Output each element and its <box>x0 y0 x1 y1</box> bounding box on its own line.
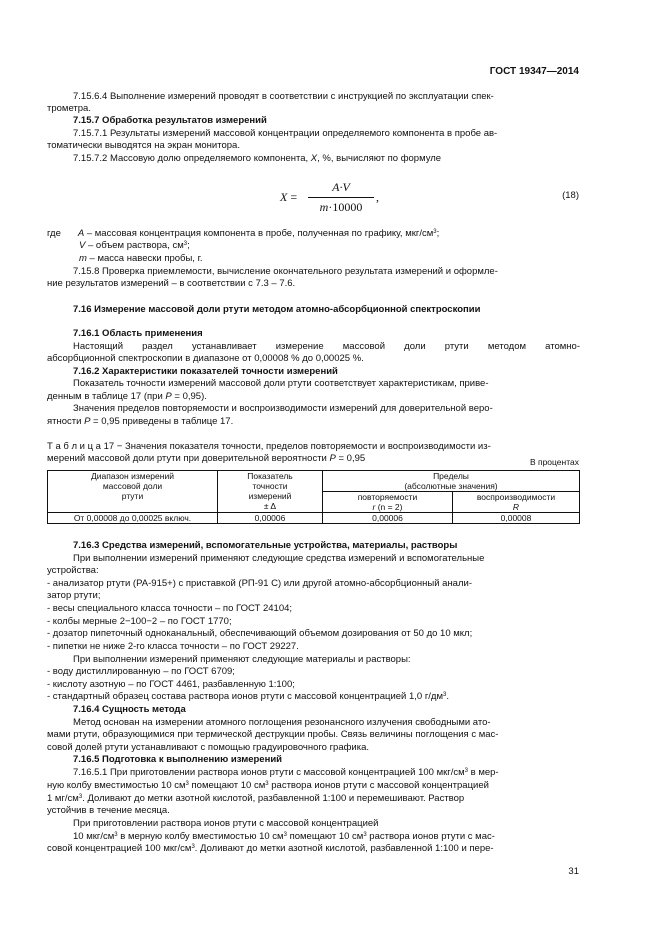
table-row: От 0,00008 до 0,00025 включ. 0,00006 0,00006 0,00008 <box>48 513 580 524</box>
text-line: денным в таблице 17 (при P = 0,95). <box>47 391 207 402</box>
header-repeatability: повторяемости r (n = 2) <box>323 492 453 513</box>
text-line: 1 $мг/см^3$. Доливают до метки азотной кислотой, разбавленной 1:100 и перемешивают. Раствор <box>47 793 465 804</box>
subsection-heading: 7.16.5 Подготовка к выполнению измерений <box>73 754 283 765</box>
formula-lhs: X = <box>280 190 298 204</box>
subsection-heading: 7.16.1 Область применения <box>73 328 203 339</box>
text-line: 10 мкг/$см^3$ в мерную колбу вместимостью 10 $см^3$ помещают 10 $см^3$ раствора ионов ртути с мас- <box>73 831 495 842</box>
table-17 <box>47 470 580 524</box>
text-line: ние результатов измерений – в соответствии с 7.3 – 7.6. <box>47 278 296 289</box>
text-line: ятности P = 0,95 приведены в таблице 17. <box>47 416 234 427</box>
text-line: трометра. <box>47 103 91 114</box>
text-line: затор ртути; <box>47 590 101 601</box>
list-item: - пипетки не ниже 2-го класса точности – по ГОСТ 29227. <box>47 641 299 652</box>
header-reproducibility: воспроизводимости R <box>453 492 580 513</box>
text-line: Показатель точности измерений массовой доли ртути соответствует характеристикам, приве- <box>73 378 489 389</box>
page-number: 31 <box>568 866 579 877</box>
standard-header: ГОСТ 19347—2014 <box>489 66 579 77</box>
formula-fraction: $\frac{A\cdot V}{m\cdot 10000}$ <box>308 180 374 215</box>
where-line: m – масса навески пробы, г. <box>79 253 203 264</box>
list-item: - кислоту азотную – по ГОСТ 4461, разбавленную 1:100; <box>47 679 295 690</box>
subsection-heading: 7.16.4 Сущность метода <box>73 704 186 715</box>
where-line: V – объем раствора, $см^3$; <box>79 240 190 251</box>
subsection-heading: 7.16.2 Характеристики показателей точности измерений <box>73 366 338 377</box>
text-line: 7.15.6.4 Выполнение измерений проводят в соответствии с инструкцией по эксплуатации спек- <box>73 91 494 102</box>
text-line: При выполнении измерений применяют следующие материалы и растворы: <box>73 654 411 665</box>
table-caption: Т а б л и ц а 17 − Значения показателя точности, пределов повторяемости и воспроизводимости из- <box>47 441 491 452</box>
text-line: совой долей ртути устанавливают с помощью градуировочного графика. <box>47 742 370 753</box>
list-item: - весы специального класса точности – по ГОСТ 24104; <box>47 603 293 614</box>
text-line: мами ртути, образующимися при термической деструкции пробы. Связь величины поглощения с мас- <box>47 729 499 740</box>
header-limits: Пределы (абсолютные значения) <box>323 471 580 492</box>
table-unit: В процентах <box>529 457 579 467</box>
text-line: устройства: <box>47 565 99 576</box>
subsection-heading: 7.15.7 Обработка результатов измерений <box>73 115 267 126</box>
text-line: абсорбционной спектроскопии в диапазоне от 0,00008 % до 0,00025 %. <box>47 353 364 364</box>
subsection-heading: 7.16.3 Средства измерений, вспомогательные устройства, материалы, растворы <box>73 540 458 551</box>
list-item: - анализатор ртути (РА-915+) с приставкой (РП-91 С) или другой атомно-абсорбционный анали- <box>47 578 472 589</box>
list-item: - стандартный образец состава раствора ионов ртути с массовой концентрацией 1,0 $г/дм^3$. <box>47 691 449 702</box>
text-line: 7.15.7.2 Массовую долю определяемого компонента, X, %, вычисляют по формуле <box>73 153 442 164</box>
section-heading: 7.16 Измерение массовой доли ртути методом атомно-абсорбционной спектроскопии <box>73 304 481 315</box>
list-item: - дозатор пипеточный одноканальный, обеспечивающий объемом дозирования от 50 до 10 мкл; <box>47 628 473 639</box>
text-line: При выполнении измерений применяют следующие средства измерений и вспомогательные <box>73 553 485 564</box>
text-line: ную колбу вместимостью 10 $см^3$ помещают 10 $см^3$ раствора ионов ртути с массовой концентрацией <box>47 780 489 791</box>
list-item: - воду дистиллированную – по ГОСТ 6709; <box>47 666 235 677</box>
text-line: Настоящий раздел устанавливает измерение массовой доли ртути методом атомно- <box>73 341 580 352</box>
where-line: где A – массовая концентрация компонента в пробе, полученная по графику, мкг/$см^3$; <box>47 228 440 239</box>
text-line: Значения пределов повторяемости и воспроизводимости измерений для доверительной веро- <box>73 403 493 414</box>
text-line: 7.15.8 Проверка приемлемости, вычисление окончательного результата измерений и оформле- <box>73 266 498 277</box>
header-accuracy: Показатель точности измерений ± Δ <box>218 471 323 513</box>
text-line: томатически выводятся на экран монитора. <box>47 140 240 151</box>
text-line: устойчив в течение месяца. <box>47 805 170 816</box>
text-line: совой концентрацией 100 мкг/$см^3$. Доливают до метки азотной кислотой, разбавленной 1:100 и пере- <box>47 843 494 854</box>
text-line: При приготовлении раствора ионов ртути с массовой концентрацией <box>73 818 379 829</box>
text-line: 7.16.5.1 При приготовлении раствора ионов ртути с массовой концентрацией 100 мкг/$см^3$ в мер- <box>73 767 499 778</box>
equation-number: (18) <box>562 190 579 201</box>
text-line: Метод основан на измерении атомного поглощения резонансного излучения свободными ато- <box>73 717 491 728</box>
formula-18: X = $\frac{A\cdot V}{m\cdot 10000}$ , <box>280 180 379 214</box>
table-caption: мерений массовой доли ртути при доверительной вероятности P = 0,95 <box>47 453 366 464</box>
header-range: Диапазон измерений массовой доли ртути <box>48 471 218 513</box>
list-item: - колбы мерные 2−100−2 – по ГОСТ 1770; <box>47 616 232 627</box>
text-line: 7.15.7.1 Результаты измерений массовой концентрации определяемого компонента в пробе ав- <box>73 128 498 139</box>
